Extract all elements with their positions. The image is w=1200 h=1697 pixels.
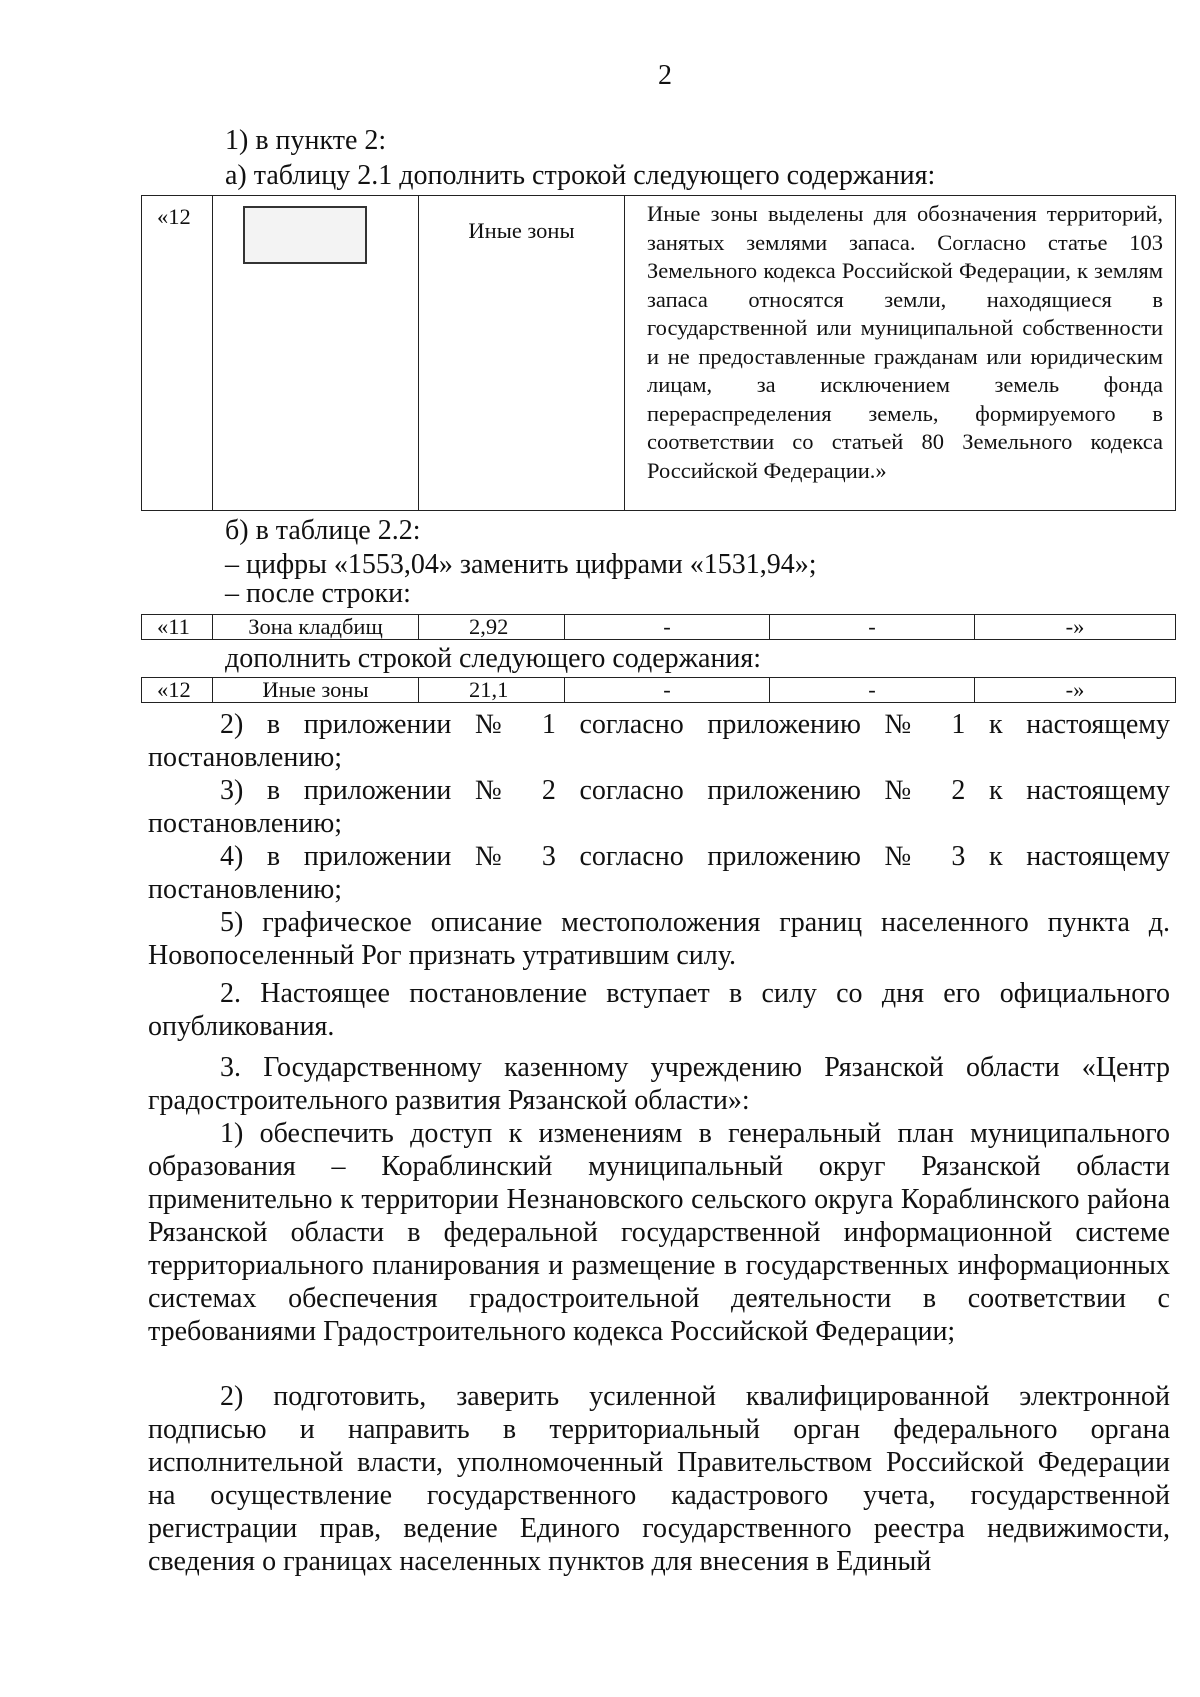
table-2-2-row-12 [141,677,1176,703]
row-11-col5: - [770,615,975,640]
row-11-name: Зона кладбищ [213,615,419,640]
table-2-2-row-11 [141,614,1176,640]
paragraph-prepare-send: 2) подготовить, заверить усиленной квалифицированной электронной подписью и направить в территориальный орган федерального органа исполнительной власти, уполномоченный Правительством Российской Федерации на осуществление государственного кадастрового учета, государственной регистрации прав, ведение Единого государственного реестра недвижимости, сведения о границах населенных пунктов для внесения в Единый [148,1381,1170,1577]
paragraph-appendix-1: 2) в приложении № 1 согласно приложению № 1 к настоящему постановлению; [148,709,1170,773]
row-number: «12 [142,196,213,511]
zone-legend-swatch [243,206,367,264]
section-b-title: б) в таблице 2.2: [225,515,421,546]
row-11-area: 2,92 [419,615,565,640]
legend-cell [213,196,419,511]
digits-replacement: – цифры «1553,04» заменить цифрами «1531,94»; [225,549,817,580]
after-row-label: – после строки: [225,578,411,609]
row-11-num: «11 [142,615,213,640]
paragraph-appendix-3: 4) в приложении № 3 согласно приложению № 3 к настоящему постановлению; [148,841,1170,905]
paragraph-access-provision: 1) обеспечить доступ к изменениям в генеральный план муниципального образования – Кораблинский муниципальный округ Рязанской области применительно к территории Незнановского сельского округа Кораблинского района Рязанской области в федеральной государственной информационной системе территориального планирования и размещение в государственных информационных системах обеспечения градостроительной деятельности в соответствии с требованиями Градостроительного кодекса Российской Федерации; [148,1118,1170,1347]
row-12-area: 21,1 [419,678,565,703]
paragraph-appendix-2: 3) в приложении № 2 согласно приложению № 2 к настоящему постановлению; [148,775,1170,839]
zone-description: Иные зоны выделены для обозначения территорий, занятых землями запаса. Согласно статье 103 Земельного кодекса Российской Федерации, к землям запаса относятся земли, находящиеся в государственной или муниципальной собственности и не предоставленные гражданам или юридическим лицам, за исключением земель фонда перераспределения земель, формируемого в соответствии со статьей 80 Земельного кодекса Российской Федерации.» [625,196,1176,511]
row-11-col4: - [565,615,770,640]
row-12-num: «12 [142,678,213,703]
row-11-col6: -» [975,615,1176,640]
add-row-label: дополнить строкой следующего содержания: [225,643,762,674]
row-12-col5: - [770,678,975,703]
paragraph-effective-date: 2. Настоящее постановление вступает в силу со дня его официального опубликования. [148,978,1170,1042]
page-number: 2 [658,60,672,91]
paragraph-graphic-description: 5) графическое описание местоположения границ населенного пункта д. Новопоселенный Рог признать утратившим силу. [148,907,1170,971]
row-12-name: Иные зоны [213,678,419,703]
item-1-heading: 1) в пункте 2: [225,125,387,156]
zone-name: Иные зоны [419,196,625,511]
table-2-1-row [141,195,1176,511]
row-12-col6: -» [975,678,1176,703]
item-a-heading: а) таблицу 2.1 дополнить строкой следующего содержания: [225,160,936,191]
paragraph-center-assignment: 3. Государственному казенному учреждению Рязанской области «Центр градостроительного развития Рязанской области»: [148,1052,1170,1116]
row-12-col4: - [565,678,770,703]
